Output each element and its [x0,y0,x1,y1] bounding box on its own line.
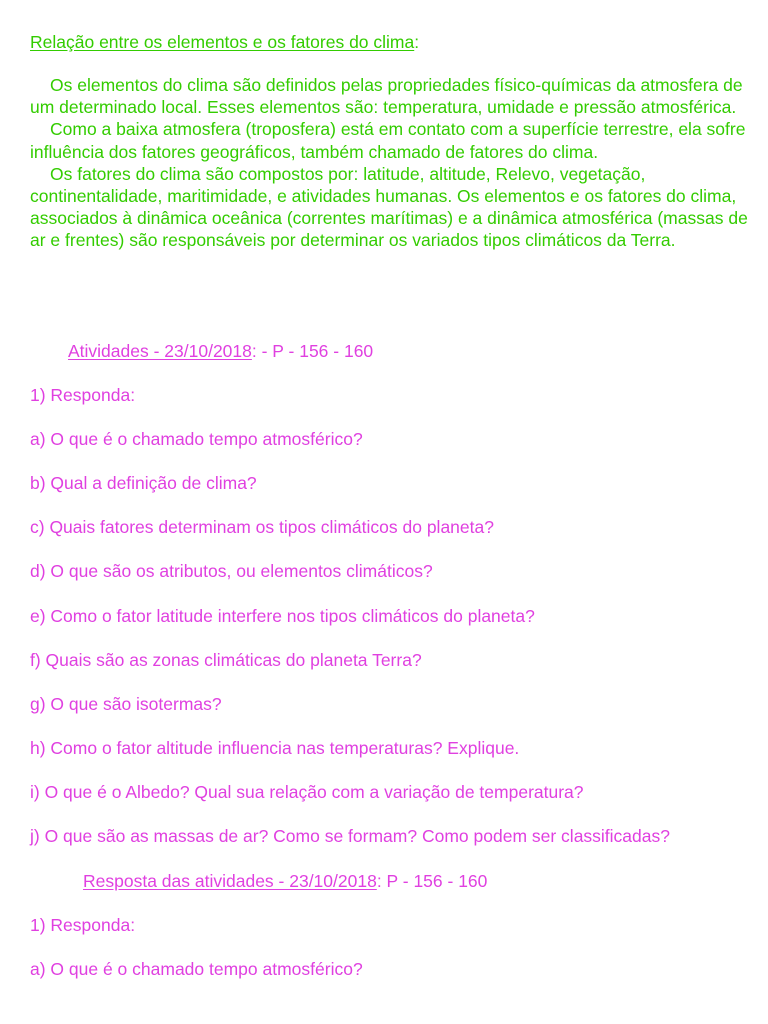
question-item: g) O que são isotermas? [30,694,222,714]
answers-instruction: 1) Responda: [30,915,136,935]
activities-instruction: 1) Responda: [30,385,136,405]
question-item: e) Como o fator latitude interfere nos tipos climáticos do planeta? [30,606,535,626]
question-item: f) Quais são as zonas climáticas do planeta Terra? [30,650,422,670]
question-item: i) O que é o Albedo? Qual sua relação com a variação de temperatura? [30,782,584,802]
question-item: a) O que é o chamado tempo atmosférico? [30,429,363,449]
answers-heading-suffix: : P - 156 - 160 [376,871,488,891]
paragraph: Os elementos do clima são definidos pelas propriedades físico-químicas da atmosfera de um determinado local. Esses elementos são: temperatura, umidade e pressão atmosférica. [30,75,743,118]
question-item: j) O que são as massas de ar? Como se formam? Como podem ser classificadas? [30,826,670,846]
answers-heading-label: Resposta das atividades - 23/10/2018 [83,871,377,891]
section-title-text: Relação entre os elementos e os fatores do clima [30,32,415,52]
activities-heading [68,341,373,362]
answers-heading [83,871,487,892]
question-item: d) O que são os atributos, ou elementos climáticos? [30,561,433,581]
section-title [30,32,419,53]
question-item: c) Quais fatores determinam os tipos climáticos do planeta? [30,517,494,537]
paragraph: Os fatores do clima são compostos por: latitude, altitude, Relevo, vegetação, continentalidade, maritimidade, e atividades humanas. Os elementos e os fatores do clima, associados à dinâmica oceânica (correntes marítimas) e a dinâmica atmosférica (massas de ar e frentes) são responsáveis por determinar os variados tipos climáticos da Terra. [30,163,748,251]
question-item: b) Qual a definição de clima? [30,473,257,493]
question-item: h) Como o fator altitude influencia nas temperaturas? Explique. [30,738,520,758]
answer-question-item: a) O que é o chamado tempo atmosférico? [30,959,363,979]
activities-heading-suffix: : - P - 156 - 160 [251,341,374,361]
intro-paragraphs [30,74,755,252]
section-title-suffix: : [414,32,420,52]
paragraph: Como a baixa atmosfera (troposfera) está em contato com a superfície terrestre, ela sofre influência dos fatores geográficos, também chamado de fatores do clima. [30,119,746,162]
activities-heading-label: Atividades - 23/10/2018 [68,341,252,361]
